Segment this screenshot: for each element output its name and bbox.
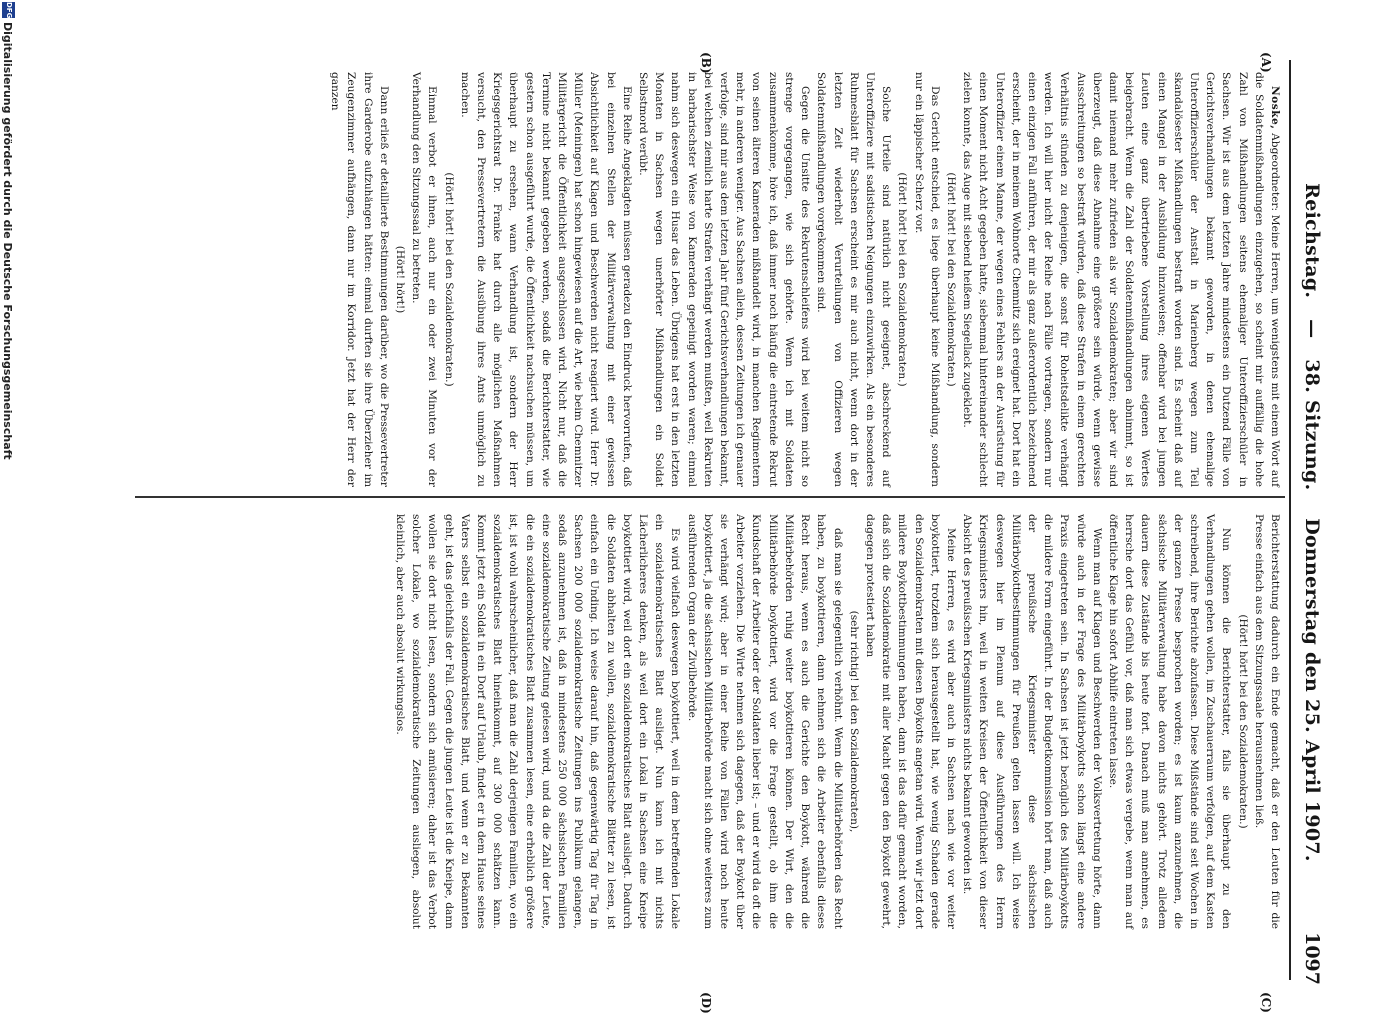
paragraph-text: Solche Urteile sind natürlich nicht geeignet, abschreckend auf Unteroffiziere mit sadistischen Neigungen einzuwirken. Als ein besonderes Ruhmesblatt für Sachsen erscheint es mir auch nicht, wenn dort in der letzten Zeit wiederholt Verurteilungen von Offizieren wegen Soldatenmißhandlungen vorgekommen sind. (815, 72, 893, 487)
running-head-session: 38. Sitzung. (1301, 359, 1323, 491)
paragraph-text: Eine Reihe Angeklagten müssen geradezu den Eindruck hervorrufen, daß bei einzelnen Stellen der Militärverwaltung mit einer gewissen Absichtlichkeit auf Klagen und Beschwerden nicht reagiert wird. Herr Dr. Müller (Meiningen) hat schon hingewiesen auf die Art, wie beim Chemnitzer Militärgericht die Öffentlichkeit ausgeschlossen wird. Nicht nur, daß die Termine nicht bekannt gegeben werden, sodaß die Berichterstatter, wie gestern schon ausgeführt wurde, die Öffentlichkeit nachsuchen müssen, um überhaupt zu ersehen, wann Verhandlung ist, sondern der Herr Kriegsgerichtsrat Dr. Franke hat durch alle möglichen Maßnahmen versucht, den Pressevertretern die Ausübung ihres Amts unmöglich zu machen. (458, 72, 633, 487)
paragraph-text: Dann erließ er detaillierte Bestimmungen darüber, wo die Pressevertreter ihre Garderobe aufzuhängen hätten: einmal durften sie ihre Überzieher im Zeugenzimmer aufhängen, dann nur im Korridor. Jetzt hat der Herr der ganzen (329, 72, 390, 487)
paragraph-text: (sehr richtig! bei den Sozialdemokraten), (847, 610, 860, 833)
interjection (440, 72, 456, 487)
paragraph (813, 72, 894, 487)
paragraph-text: Nun können die Berichterstatter, falls sie überhaupt zu den Verhandlungen gehen wollen, im Zuschauerraum verfolgen, auf dem Kasten schreibend, ihre Berichte abzufassen. Diese Mißstände sind seit Wochen in der ganzen Presse besprochen worden; es ist kaum anzunehmen, die sächsische Militärverwaltung habe davon nichts gehört. Trotz alledem dauern diese Zustände bis heute fort. Danach muß man annehmen, es herrsche dort das Gefühl vor, daß man sich etwas vergebe, wenn man auf öffentliche Klage hin sofort Abhilfe eintreten lasse. (1106, 514, 1233, 929)
left-column (327, 72, 1283, 487)
paragraph (327, 72, 392, 487)
page-number: 1097 (1301, 932, 1323, 985)
dfg-logo-icon: DFG (2, 2, 15, 18)
paragraph (959, 514, 1105, 929)
paragraph (1105, 514, 1235, 929)
right-column (392, 514, 1283, 929)
interjection (846, 514, 862, 929)
paragraph-text: Das Gericht entschied, es liege überhaupt keine Mißhandlung, sondern nur ein läppischer Scherz vor. (912, 72, 941, 487)
paragraph (457, 72, 635, 487)
running-head-date: Donnerstag den 25. April 1907. (1301, 518, 1323, 862)
paragraph-text: (Hört! hört!) (394, 245, 407, 314)
paragraph (408, 72, 440, 487)
paragraph-text: daß man sie gelegentlich verhöhnt. Wenn die Militärbehörden das Recht haben, zu boykottieren, dann nehmen sich die Arbeiter ebenfalls dieses Recht heraus, wenn es auch die Gerichte den Boykott, während die Militärbehörden ruhig weiter boykottieren können. Der Wirt, den die Militärbehörde boykottiert, wird vor die Frage gestellt, ob ihm die Kundschaft der Arbeiter oder der Soldaten lieber ist; – und er wird da oft die Arbeiter vorziehen. Die Wirte nehmen sich dagegen, daß der Boykott über sie verhängt wird; aber in einer Reihe von Fällen wird noch heute boykottiert, ja die sächsischen Militärbehörde macht sich ohne weiteres zum ausführenden Organ der Zivilbehörde. (685, 514, 844, 929)
interjection (894, 72, 910, 487)
page-header (1291, 60, 1331, 985)
paragraph-text: Berichterstattung dadurch ein Ende gemacht, daß er den Leuten für die Presse einfach aus dem Sitzungssaale herausnehmen ließ. (1252, 514, 1281, 929)
paragraph-text: Meine Herren, es wird aber auch in Sachsen nach wie vor weiter boykottiert, trotzdem sich herausgestellt hat, wie wenig Schaden gerade den Sozialdemokraten mit diesen Boykotts angetan wird. Wenn wir jetzt dort mildere Boykottbestimmungen haben, dann ist das dafür gemacht worden, daß sich die Sozialdemokratie mit aller Macht gegen den Boykott gewehrt, dagegen protestiert haben (863, 514, 957, 929)
margin-marker-b: (B) (699, 52, 713, 74)
margin-marker-d: (D) (699, 992, 713, 1014)
margin-marker-c: (C) (1259, 992, 1273, 1013)
paragraph (862, 514, 959, 929)
running-head-title: Reichstag. (1301, 183, 1323, 299)
paragraph-text: (Hört! hört! bei den Sozialdemokraten.) (944, 172, 957, 387)
column-divider (135, 496, 1285, 498)
footer (0, 0, 15, 1000)
header-rule (1289, 60, 1291, 980)
interjection (392, 72, 408, 487)
running-head (1301, 60, 1323, 985)
speaker-name: Noske, (1269, 86, 1281, 130)
paragraph-text: Es wird vielfach deswegen boykottiert, weil in dem betreffenden Lokale ein sozialdemokratisches Blatt ausliegt. Nun kann ich mit nichts Lächerlicheres denken, als weil dort ein Lokal in Sachsen eine Kneipe boykottiert wird, weil dort ein sozialdemokratisches Blatt ausliegt. Dadurch die Soldaten abhalten zu wollen, sozialdemokratische Blätter zu lesen, ist einfach ein Unding. Ich weise darauf hin, daß gegenwärtig Tag für Tag in Sachsen 200 000 sozialdemokratische Zeitungen ins Publikum gelangen, sodaß anzunehmen ist, daß in mindestens 250 000 sächsischen Familien eine sozialdemokratische Zeitung gelesen wird, und da die Zahl der Leute, die ein sozialdemokratisches Blatt zusammen lesen, eine erheblich größere ist, ist wohl wahrscheinlicher, daß man die Zahl derjenigen Familien, wo ein sozialdemokratisches Blatt hineinkommt, auf 300 000 schätzen kann. Kommt jetzt ein Soldat in ein Dorf auf Urlaub, findet er in dem Hause seines Vaters selbst ein sozialdemokratisches Blatt, und wenn er zu Bekannten geht, ist das gleichfalls der Fall. Gegen die jungen Leute ist die Kneipe, dann wollen sie dort nicht lesen, sondern sich amüsieren; daher ist das Verbot solcher Lokale, wo sozialdemokratische Zeitungen ausliegen, absolut kleinlich, aber auch absolut wirkungslos. (394, 514, 682, 929)
paragraph (683, 514, 845, 929)
paragraph-text: (Hört! hört! bei den Sozialdemokraten.) (442, 172, 455, 387)
paragraph (910, 72, 942, 487)
paragraph-text: (Hört! hört! bei den Sozialdemokraten.) (1236, 614, 1249, 829)
footer-credit: Digitalisierung gefördert durch die Deutsche Forschungsgemeinschaft (1, 22, 14, 460)
running-head-dash: — (1301, 319, 1323, 339)
paragraph-text: Abgeordneter: Meine Herren, um wenigstens mit einem Wort auf die Soldatenmißhandlungen einzugehen, so scheint mir auffällig die hohe Zahl von Mißhandlungen seitens ehemaliger Unteroffizierschüler in Sachsen. Wir ist aus dem letzten Jahre mindestens ein Dutzend Fälle von Gerichtsverhandlungen bekannt geworden, in denen ehemalige Unteroffizierschüler der Anstalt in Marienberg wegen zum Teil skandalösester Mißhandlungen bestraft worden sind. Es scheint daß auf einen Mangel in der Ausbildung hinzuweisen; offenbar wird bei jungen Leuten eine ganz übertriebene Vorstellung ihres eigenen Wertes beigebracht. Wenn die Zahl der Soldatenmißhandlungen abnimmt, so ist damit niemand mehr zufrieden als wir Sozialdemokraten; aber wir sind überzeugt, daß diese Abnahme eine größere sein würde, wenn gewisse Ausschreitungen so bestraft würden, daß diese Strafen in einem gerechten Verhältnis stünden zu denjenigen, die sonst für Roheitsdelikte verhängt werden. Ich will hier nicht der Reihe nach Fälle vortragen, sondern nur einen einzigen Fall anführen, der mir als ganz außerordentlich bezeichnend erscheint, der in meinem Wohnorte Chemnitz sich ereignet hat. Dort hat ein Unteroffizier einem Manne, der wegen eines Fehlers an der Ausrüstung für einen Moment nicht Acht gegeben hatte, siebenmal hintereinander schlecht zielen konnte, das Auge mit siebend heißem Siegellack zugeklebt. (961, 72, 1281, 487)
paragraph (392, 514, 684, 929)
paragraph-text: Gegen die Unsitte des Rekrutenschleifens wird bei weitem nicht so strenge vorgegangen, wie sich gehörte. Wenn ich mit Soldaten zusammenkomme, höre ich, daß immer noch häufig die eintretende Rekrut von seinen älteren Kameraden mißhandelt wird, in manchen Regimentern mehr, in anderen weniger. Aus Sachsen allein, dessen Zeitungen ich genauer verfolge, sind mir aus dem letzten Jahr fünf Gerichtsverhandlungen bekannt, bei welchen ziemlich harte Strafen verhängt werden mußten, weil Rekruten in barbarischster Weise von Kameraden gepeinigt worden waren; einmal nahm sich deswegen ein Husar das Leben. Übrigens hat erst in den letzten Monaten in Sachsen wegen unerhörter Mißhandlungen ein Soldat Selbstmord verübt. (637, 72, 812, 487)
interjection (943, 72, 959, 487)
paragraph-text: Wenn man auf Klagen und Beschwerden der Volksvertretung hörte, dann würde auch in der Frage des Militärboykotts schon längst eine andere Praxis eingetreten sein. In Sachsen ist jetzt bezüglich des Militärboykotts die mildere Form eingeführt. In der Budgetkommission hört man, daß auch der preußische Kriegsminister diese sächsischen Militärboykottbestimmungen für Preußen gelten lassen will. Ich weise deswegen hier im Plenum auf diese Ausführungen des Herrn Kriegsministers hin, weil in weiten Kreisen der Öffentlichkeit von dieser Absicht des preußischen Kriegsministers nichts bekannt geworden ist. (961, 514, 1103, 929)
margin-marker-a: (A) (1259, 52, 1273, 73)
paragraph (635, 72, 813, 487)
paragraph-text: (Hört! hört! bei den Sozialdemokraten.) (896, 172, 909, 387)
interjection (1234, 514, 1250, 929)
paragraph-text: Einmal verbot er ihnen, auch nur ein oder zwei Minuten vor der Verhandlung den Sitzungssaal zu betreten. (410, 72, 439, 487)
paragraph (1251, 514, 1283, 929)
paragraph (959, 72, 1283, 487)
